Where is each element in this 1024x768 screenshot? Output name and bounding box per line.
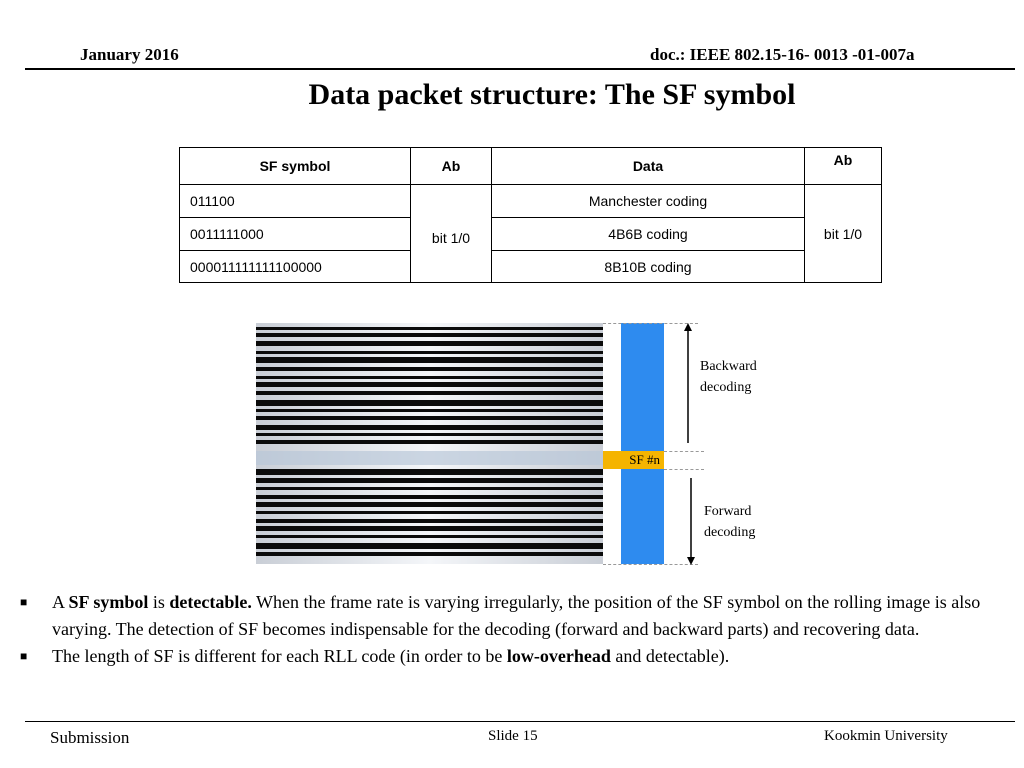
header-doc-id: doc.: IEEE 802.15-16- 0013 -01-007a: [650, 45, 915, 64]
stripe: [256, 351, 603, 354]
backward-label-line2: decoding: [700, 380, 752, 395]
stripe: [256, 526, 603, 531]
forward-label-line2: decoding: [704, 525, 756, 540]
stripe: [256, 416, 603, 420]
stripe: [256, 327, 603, 330]
backward-arrow-head: [684, 323, 692, 331]
sf-cell: 011100: [180, 185, 411, 218]
frame-bar: [621, 323, 664, 564]
header-date: January 2016: [80, 45, 179, 64]
stripe: [256, 425, 603, 430]
footer-divider: [25, 721, 1015, 722]
bullet-item: ■ The length of SF is different for each RLL code (in order to be low-overhead and detectable).: [20, 643, 990, 670]
table-header-row: [180, 148, 882, 185]
stripe: [256, 391, 603, 395]
stripe: [256, 433, 603, 436]
header-data: Data: [492, 148, 805, 185]
stripe: [256, 519, 603, 523]
forward-label-line1: Forward: [704, 504, 752, 519]
footer-organization: Kookmin University: [824, 728, 948, 744]
data-cell: 8B10B coding: [492, 251, 805, 283]
stripe: [256, 469, 603, 475]
sf-marker: SF #n: [603, 451, 664, 469]
stripe: [256, 511, 603, 514]
table-row: [180, 251, 882, 283]
stripe: [256, 376, 603, 379]
rolling-shutter-image: [256, 323, 603, 564]
stripe: [256, 495, 603, 499]
data-cell: Manchester coding: [492, 185, 805, 218]
stripe: [256, 543, 603, 549]
footer-submission: Submission: [50, 728, 130, 747]
data-cell: 4B6B coding: [492, 218, 805, 251]
slide-title: Data packet structure: The SF symbol: [308, 78, 796, 111]
stripe: [256, 367, 603, 371]
table-row: [180, 185, 882, 218]
stripe: [256, 502, 603, 507]
stripe: [256, 333, 603, 337]
header-divider: [25, 68, 1015, 70]
bullet-item: ■ A SF symbol is detectable. When the frame rate is varying irregularly, the position of the SF symbol on the rolling image is also varying. The detection of SF becomes indispensable for the decoding (forward and backward parts) and recovering data.: [20, 589, 990, 643]
stripe: [256, 341, 603, 346]
ab-left-cell: bit 1/0: [411, 185, 492, 283]
forward-decoding-label: [704, 501, 755, 543]
header-ab-left: Ab: [411, 148, 492, 185]
bullet-list: [20, 589, 990, 670]
stripe: [256, 382, 603, 387]
table-row: [180, 218, 882, 251]
sf-table: [179, 147, 882, 283]
sf-cell: 0011111000: [180, 218, 411, 251]
stripe: [256, 552, 603, 556]
ab-right-cell: bit 1/0: [805, 185, 882, 283]
decoding-arrows: [680, 323, 700, 568]
stripe: [256, 440, 603, 444]
backward-decoding-label: [700, 356, 757, 398]
stripe: [256, 409, 603, 412]
sf-cell: 000011111111100000: [180, 251, 411, 283]
square-bullet-icon: ■: [20, 649, 28, 663]
backward-label-line1: Backward: [700, 359, 757, 374]
header-ab-right: Ab: [805, 148, 882, 185]
header-sf-symbol: SF symbol: [180, 148, 411, 185]
square-bullet-icon: ■: [20, 595, 28, 609]
stripe: [256, 478, 603, 483]
footer-slide-number: Slide 15: [488, 728, 538, 744]
stripe: [256, 535, 603, 538]
stripe: [256, 400, 603, 406]
stripe: [256, 357, 603, 363]
stripe: [256, 487, 603, 490]
forward-arrow-head: [687, 557, 695, 565]
